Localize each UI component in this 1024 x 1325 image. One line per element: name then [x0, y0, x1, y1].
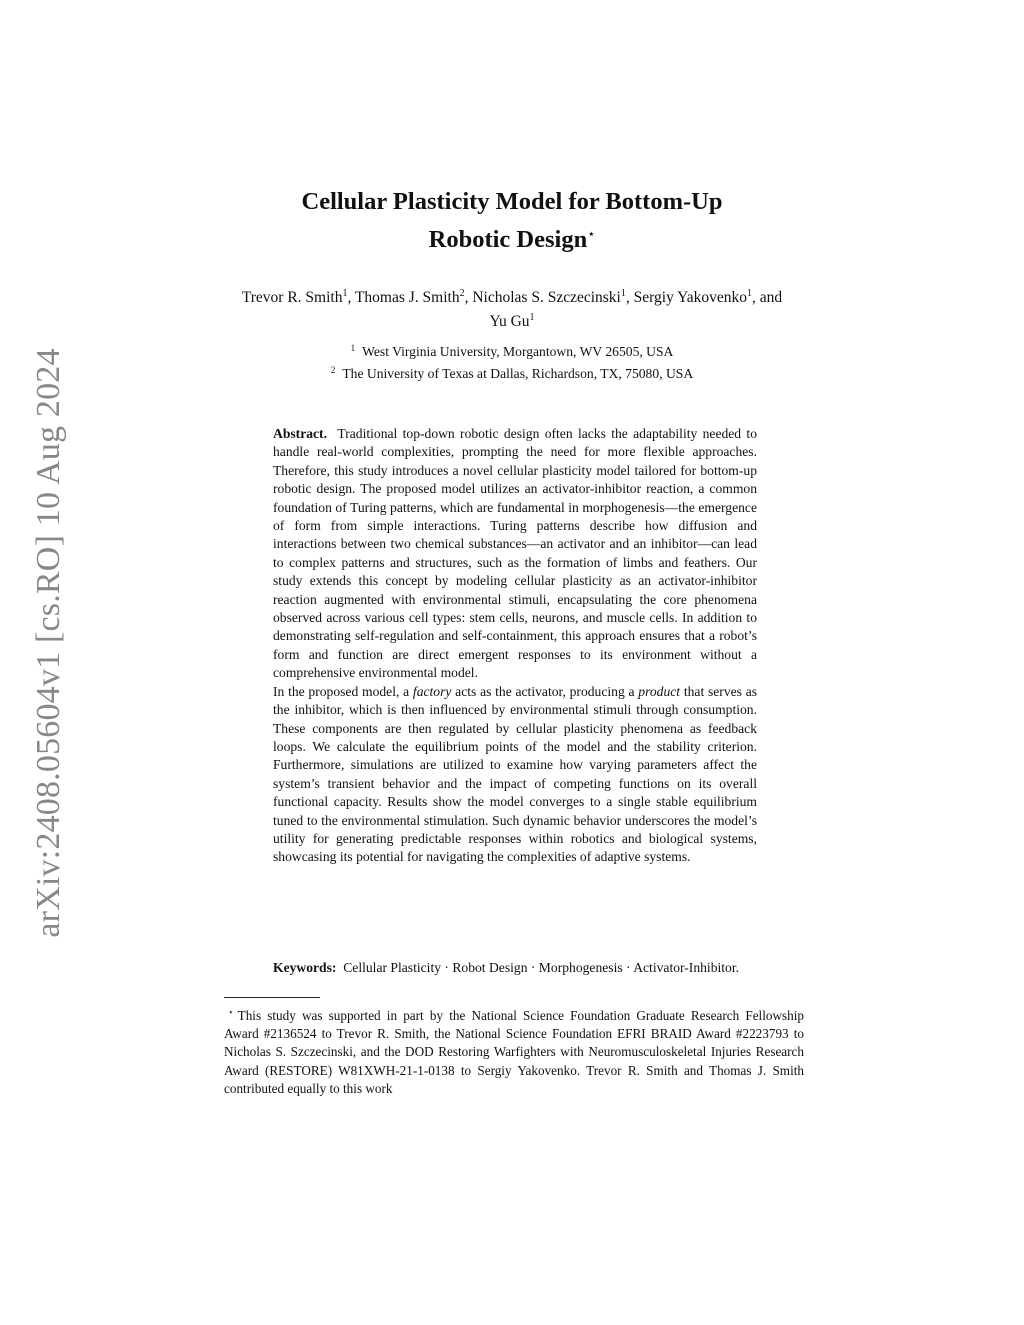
author-name: Nicholas S. Szczecinski	[472, 289, 621, 306]
emphasis-product: product	[638, 683, 681, 699]
author-name: Trevor R. Smith	[241, 289, 343, 306]
author-affiliation-mark: 1	[529, 312, 535, 323]
paper-title	[212, 186, 812, 256]
keywords-label: Keywords:	[273, 960, 337, 975]
keywords	[273, 959, 757, 977]
affiliation-list	[212, 339, 812, 383]
affiliation-item	[212, 361, 812, 383]
abstract-label: Abstract.	[273, 426, 327, 441]
title-line-1: Cellular Plasticity Model for Bottom-Up	[301, 188, 723, 215]
emphasis-factory: factory	[412, 683, 452, 699]
author-affiliation-mark: 2	[459, 288, 465, 299]
author-affiliation-mark: 1	[620, 288, 626, 299]
title-line-2-text: Robotic Design	[428, 226, 588, 253]
author-name: Thomas J. Smith	[354, 289, 460, 306]
author-name: Sergiy Yakovenko	[633, 289, 748, 306]
keywords-text: Cellular Plasticity · Robot Design · Morphogenesis · Activator-Inhibitor.	[343, 960, 740, 975]
author-separator: ,	[464, 289, 473, 306]
author-separator: ,	[347, 289, 355, 306]
footnote	[224, 1003, 804, 1098]
arxiv-side-stamp	[24, 348, 74, 938]
abstract	[273, 425, 757, 867]
author-separator: ,	[625, 289, 634, 306]
author-affiliation-mark: 1	[342, 288, 348, 299]
abstract-paragraph-1	[273, 425, 757, 683]
title-line-2	[212, 218, 812, 256]
affiliation-number: 2	[330, 365, 336, 375]
author-affiliation-mark: 1	[747, 288, 753, 299]
affiliation-text: The University of Texas at Dallas, Richardson, TX, 75080, USA	[342, 366, 694, 381]
abstract-text-2a: In the proposed model, a	[273, 683, 413, 699]
title-footnote-mark: ⋆	[587, 226, 596, 241]
abstract-text-1: Traditional top-down robotic design often lacks the adaptability needed to handle real-world complexities, prompting the need for more flexible approaches. Therefore, this study introduces a novel cellular plasticity model tailored for bottom-up robotic design. The proposed model utilizes an activator-inhibitor reaction, a common foundation of Turing patterns, which are fundamental in morphogenesis—the emergence of form from simple interactions. Turing patterns describe how diffusion and interactions between two chemical substances—an activator and an inhibitor—can lead to complex patterns and structures, such as the formation of limbs and feathers. Our study extends this concept by modeling cellular plasticity as an activator-inhibitor reaction augmented with environmental stimuli, encapsulating the core phenomena observed across various cell types: stem cells, neurons, and muscle cells. In addition to demonstrating self-regulation and self-containment, this approach ensures that a robot’s form and function are direct emergent responses to its environment without a comprehensive environmental model.	[273, 426, 757, 681]
affiliation-item	[212, 339, 812, 361]
author-name: Yu Gu	[489, 313, 530, 330]
footnote-mark: ⋆	[228, 1007, 234, 1017]
abstract-text-2b: acts as the activator, producing a	[451, 683, 639, 699]
author-separator: , and	[752, 289, 783, 306]
abstract-text-2c: that serves as the inhibitor, which is then influenced by environmental stimuli through consumption. These components are then regulated by cellular plasticity phenomena as feedback loops. We calculate the equilibrium points of the model and the stability criterion. Furthermore, simulations are utilized to examine how varying parameters affect the system’s transient behavior and the impact of competing functions on its overall functional capacity. Results show the model converges to a single stable equilibrium tuned to the environmental stimulation. Such dynamic behavior underscores the model’s utility for generating predictable responses within robotics and biological systems, showcasing its potential for navigating the complexities of adaptive systems.	[273, 683, 758, 865]
footnote-divider	[224, 997, 320, 998]
footnote-text: This study was supported in part by the National Science Foundation Graduate Research Fellowship Award #2136524 to Trevor R. Smith, the National Science Foundation EFRI BRAID Award #2223793 to Nicholas S. Szczecinski, and the DOD Restoring Warfighters with Neuromusculoskeletal Injuries Research Award (RESTORE) W81XWH-21-1-0138 to Sergiy Yakovenko. Trevor R. Smith and Thomas J. Smith contributed equally to this work	[224, 1008, 804, 1096]
abstract-paragraph-2	[273, 683, 757, 867]
affiliation-text: West Virginia University, Morgantown, WV 26505, USA	[362, 344, 674, 359]
author-list	[240, 284, 784, 332]
arxiv-identifier: arXiv:2408.05604v1 [cs.RO] 10 Aug 2024	[30, 348, 67, 938]
affiliation-number: 1	[350, 343, 356, 353]
